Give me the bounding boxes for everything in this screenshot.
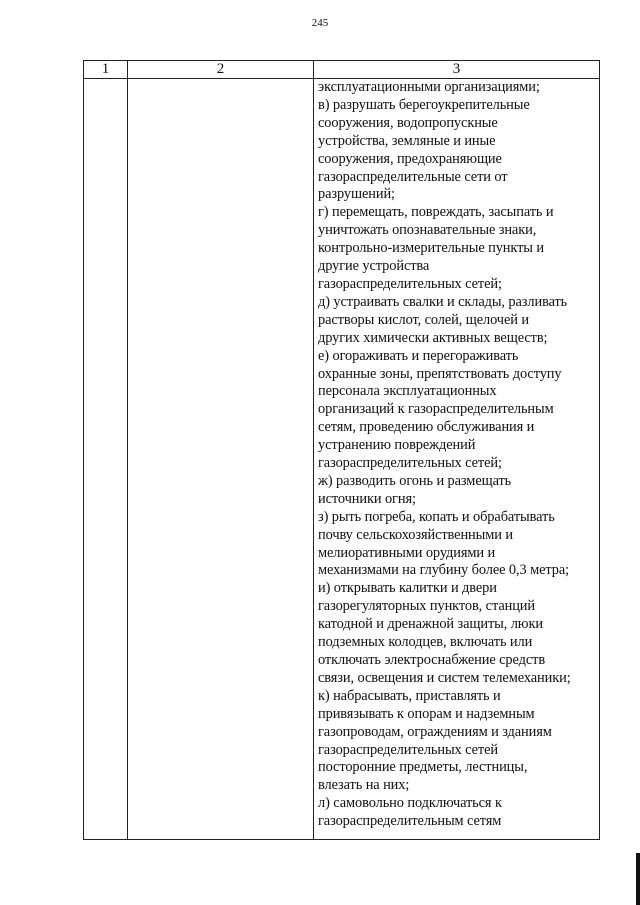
page-number: 245: [311, 17, 329, 29]
text-line: отключать электроснабжение средств: [318, 652, 546, 668]
text-line: сооружения, водопропускные: [318, 114, 498, 131]
text-line: источники огня;: [318, 490, 416, 507]
text-line: мелиоративными орудиями и: [318, 544, 496, 561]
text-line: привязывать к опорам и надземным: [318, 705, 535, 722]
text-line: связи, освещения и систем телемеханики;: [318, 669, 571, 686]
text-line: г) перемещать, повреждать, засыпать и: [318, 204, 554, 221]
text-line: контрольно-измерительные пункты и: [318, 240, 544, 257]
text-line: других химически активных веществ;: [318, 329, 548, 346]
text-line: газораспределительных сетей: [318, 741, 498, 758]
text-line: газораспределительные сети от: [318, 168, 508, 185]
text-line: сооружения, предохраняющие: [318, 150, 502, 167]
text-line: газорегуляторных пунктов, станций: [318, 598, 536, 615]
text-line: д) устраивать свалки и склады, разливать: [318, 293, 568, 310]
text-line: организаций к газораспределительным: [318, 401, 554, 418]
table-cell-col1: [84, 79, 128, 840]
text-line: л) самовольно подключаться к: [318, 795, 502, 812]
text-line: механизмами на глубину более 0,3 метра;: [318, 562, 570, 579]
text-line: устройства, земляные и иные: [318, 132, 496, 149]
table-row: [84, 79, 600, 840]
text-line: в) разрушать берегоукрепительные: [318, 96, 530, 113]
text-line: почву сельскохозяйственными и: [318, 526, 513, 543]
text-line: эксплуатационными организациями;: [318, 79, 540, 95]
text-line: газораспределительных сетей;: [318, 275, 502, 292]
text-line: газораспределительным сетям: [318, 813, 502, 830]
text-line: уничтожать опознавательные знаки,: [318, 222, 537, 239]
text-line: катодной и дренажной защиты, люки: [318, 616, 543, 633]
table-cell-col2: [128, 79, 314, 840]
column-header-3: 3: [314, 61, 600, 79]
table-header-row: [84, 61, 600, 79]
text-line: з) рыть погреба, копать и обрабатывать: [318, 508, 555, 525]
table-cell-col3: [314, 79, 600, 840]
text-line: посторонние предметы, лестницы,: [318, 759, 528, 776]
text-line: газопроводам, ограждениям и зданиям: [318, 723, 552, 740]
text-line: растворы кислот, солей, щелочей и: [318, 311, 529, 328]
text-line: к) набрасывать, приставлять и: [318, 687, 501, 704]
text-line: другие устройства: [318, 258, 430, 275]
prohibition-list-text: [314, 79, 599, 831]
text-line: ж) разводить огонь и размещать: [318, 472, 512, 489]
column-header-1: 1: [84, 61, 128, 79]
scan-edge-mark: [636, 853, 640, 905]
text-line: влезать на них;: [318, 777, 410, 794]
text-line: устранению повреждений: [318, 437, 476, 454]
text-line: подземных колодцев, включать или: [318, 634, 533, 651]
text-line: разрушений;: [318, 186, 395, 203]
text-line: газораспределительных сетей;: [318, 455, 502, 472]
document-table: [83, 60, 600, 840]
text-line: сетям, проведению обслуживания и: [318, 419, 535, 436]
column-header-2: 2: [128, 61, 314, 79]
text-line: е) огораживать и перегораживать: [318, 347, 519, 364]
text-line: персонала эксплуатационных: [318, 383, 497, 400]
text-line: и) открывать калитки и двери: [318, 580, 497, 597]
text-line: охранные зоны, препятствовать доступу: [318, 365, 562, 382]
